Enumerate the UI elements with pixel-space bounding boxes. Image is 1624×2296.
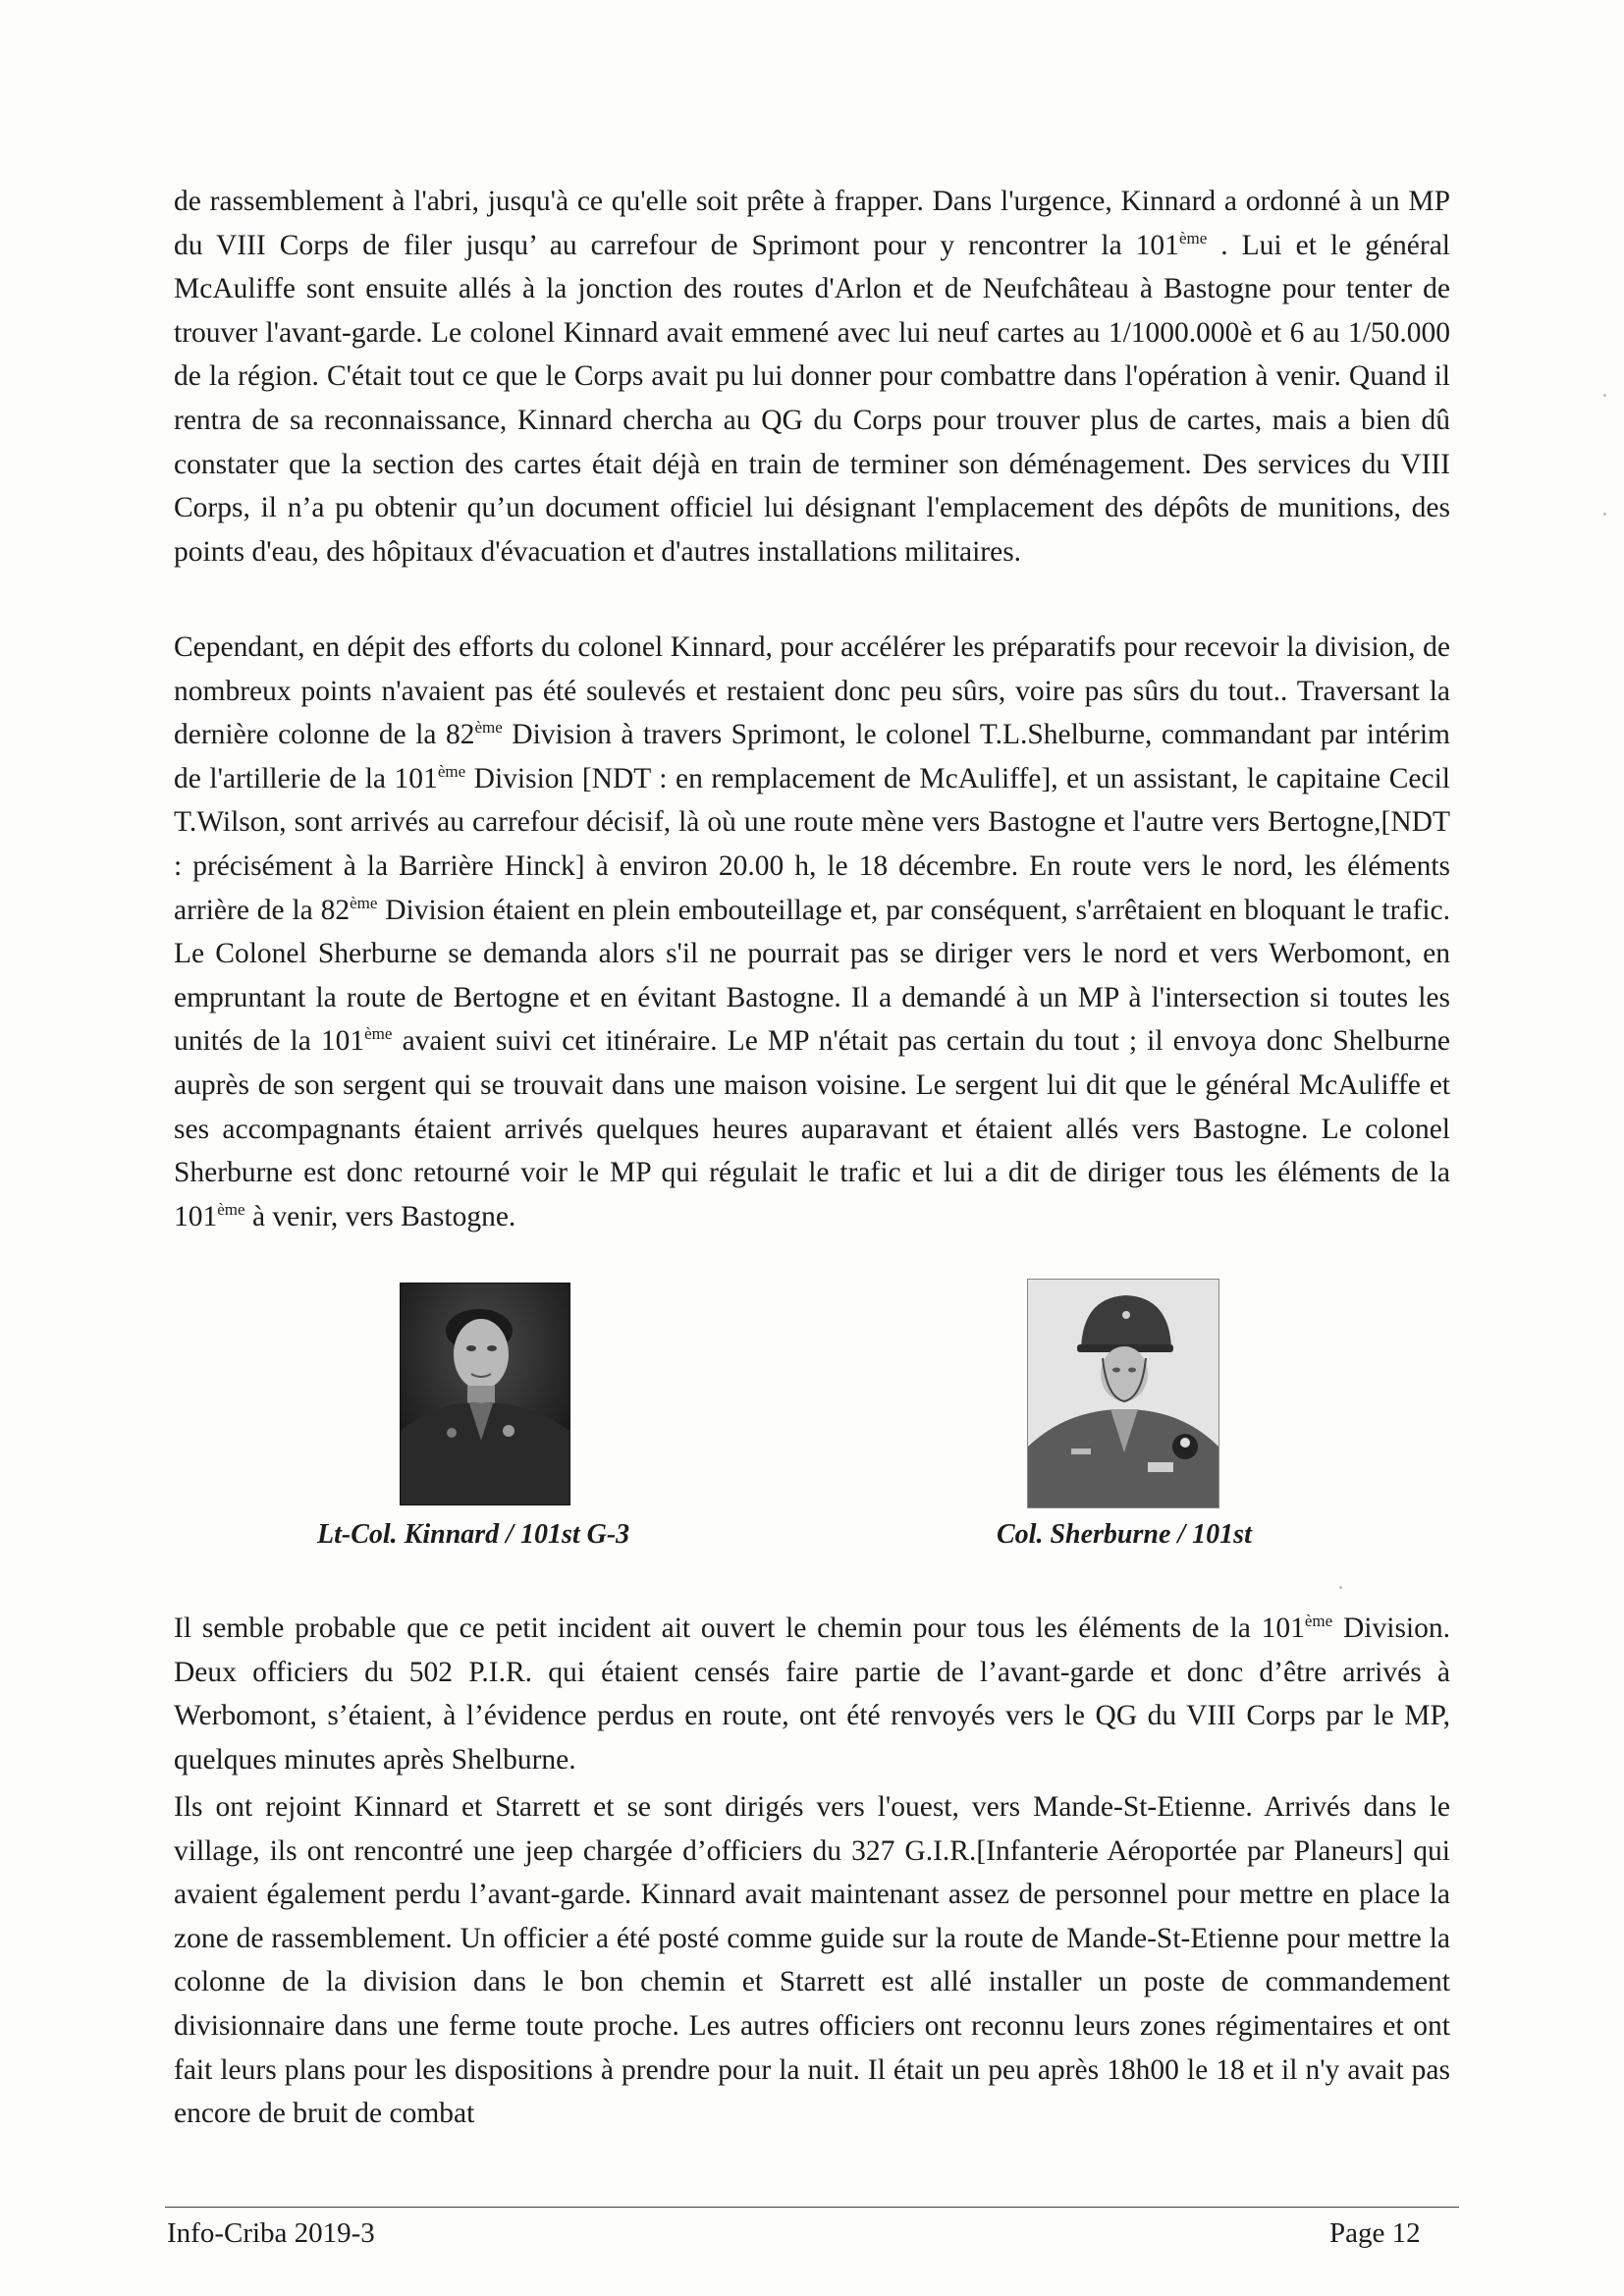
paragraph-2-text-b: Division à travers Sprimont, le colonel T.L.Shelburne, commandant par intérim de l'artillerie de la 101 (174, 719, 1450, 794)
paragraph-2 (174, 626, 1450, 1238)
paragraph-3-text-a: Il semble probable que ce petit incident ait ouvert le chemin pour tous les éléments de la 101 (174, 1613, 1305, 1644)
superscript: ème (350, 893, 378, 912)
paragraph-1-text-a: de rassemblement à l'abri, jusqu'à ce qu'elle soit prête à frapper. Dans l'urgence, Kinnard a ordonné à un MP du VIII Corps de filer jusqu’ au carrefour de Sprimont pour y rencontrer la 101 (174, 186, 1450, 261)
paragraph-1 (174, 180, 1450, 574)
superscript: ème (474, 718, 503, 738)
paragraph-2-text-d: Division étaient en plein embouteillage et, par conséquent, s'arrêtaient en bloquant le trafic. Le Colonel Sherburne se demanda alors s'il ne pourrait pas se diriger vers le nord et vers Werbomont, en empruntant la route de Bertogne et en évitant Bastogne. Il a demandé à un MP à l'intersection si toutes les unités de la 101 (174, 894, 1450, 1058)
paragraph-4: Ils ont rejoint Kinnard et Starrett et se sont dirigés vers l'ouest, vers Mande-St-Etienne. Arrivés dans le village, ils ont rencontré une jeep chargée d’officiers du 327 G.I.R.[Infanterie Aéroportée par Planeurs] qui avaient également perdu l’avant-garde. Kinnard avait maintenant assez de personnel pour mettre en place la zone de rassemblement. Un officier a été posté comme guide sur la route de Mande-St-Etienne pour mettre la colonne de la division dans le bon chemin et Starrett est allé installer un poste de commandement divisionnaire dans une ferme toute proche. Les autres officiers ont reconnu leurs zones régimentaires et ont fait leurs plans pour les dispositions à prendre pour la nuit. Il était un peu après 18h00 le 18 et il n'y avait pas encore de bruit de combat (174, 1791, 1450, 2130)
sherburne-portrait-image (1028, 1280, 1218, 1507)
scan-speck (1603, 513, 1606, 516)
superscript: ème (364, 1024, 393, 1044)
superscript: ème (1304, 1612, 1333, 1631)
sherburne-photo (1027, 1279, 1219, 1508)
paragraph-2-text-a: Cependant, en dépit des efforts du colonel Kinnard, pour accélérer les préparatifs pour recevoir la division, de nombreux points n'avaient pas été soulevés et restaient donc peu sûrs, voire pas sûrs du tout.. Traversant la dernière colonne de la 82 (174, 631, 1450, 751)
paragraph-3-text-b: Division. Deux officiers du 502 P.I.R. qui étaient censés faire partie de l’avant-garde et donc d’être arrivés à Werbomont, s’étaient, à l’évidence perdus en route, ont été renvoyés vers le QG du VIII Corps par le MP, quelques minutes après Shelburne. (174, 1613, 1451, 1776)
caption-kinnard: Lt-Col. Kinnard / 101st G-3 (317, 1519, 630, 1550)
paragraph-3 (174, 1607, 1450, 1781)
paragraph-2-text-c: Division [NDT : en remplacement de McAuliffe], et un assistant, le capitaine Cecil T.Wilson, sont arrivés au carrefour décisif, là où une route mène vers Bastogne et l'autre vers Bertogne,[NDT : précisément à la Barrière Hinck] à environ 20.00 h, le 18 décembre. En route vers le nord, les éléments arrière de la 82 (174, 762, 1450, 926)
kinnard-portrait-image (401, 1284, 569, 1504)
footer-page-number: Page 12 (1329, 2217, 1421, 2249)
scan-speck (1603, 394, 1606, 397)
caption-sherburne: Col. Sherburne / 101st (997, 1519, 1252, 1550)
paragraph-2-text-f: à venir, vers Bastogne. (244, 1200, 516, 1232)
superscript: ème (437, 761, 466, 781)
scan-speck (1339, 1586, 1342, 1589)
footer-divider (165, 2207, 1459, 2208)
paragraph-2-text-e: avaient suivi cet itinéraire. Le MP n'était pas certain du tout ; il envoya donc Shelburne auprès de son sergent qui se trouvait dans une maison voisine. Le sergent lui dit que le général McAuliffe et ses accompagnants étaient arrivés quelques heures auparavant et étaient allés vers Bastogne. Le colonel Sherburne est donc retourné voir le MP qui régulait le trafic et lui a dit de diriger tous les éléments de la 101 (174, 1025, 1450, 1232)
kinnard-photo (400, 1283, 570, 1505)
superscript: ème (217, 1199, 245, 1219)
footer-publication: Info-Criba 2019-3 (167, 2217, 375, 2249)
paragraph-1-text-b: . Lui et le général McAuliffe sont ensuite allés à la jonction des routes d'Arlon et de Neufchâteau à Bastogne pour tenter de trouver l'avant-garde. Le colonel Kinnard avait emmené avec lui neuf cartes au 1/1000.000è et 6 au 1/50.000 de la région. C'était tout ce que le Corps avait pu lui donner pour combattre dans l'opération à venir. Quand il rentra de sa reconnaissance, Kinnard chercha au QG du Corps pour trouver plus de cartes, mais a bien dû constater que la section des cartes était déjà en train de terminer son déménagement. Des services du VIII Corps, il n’a pu obtenir qu’un document officiel lui désignant l'emplacement des dépôts de munitions, des points d'eau, des hôpitaux d'évacuation et d'autres installations militaires. (174, 229, 1450, 568)
superscript: ème (1178, 228, 1208, 247)
